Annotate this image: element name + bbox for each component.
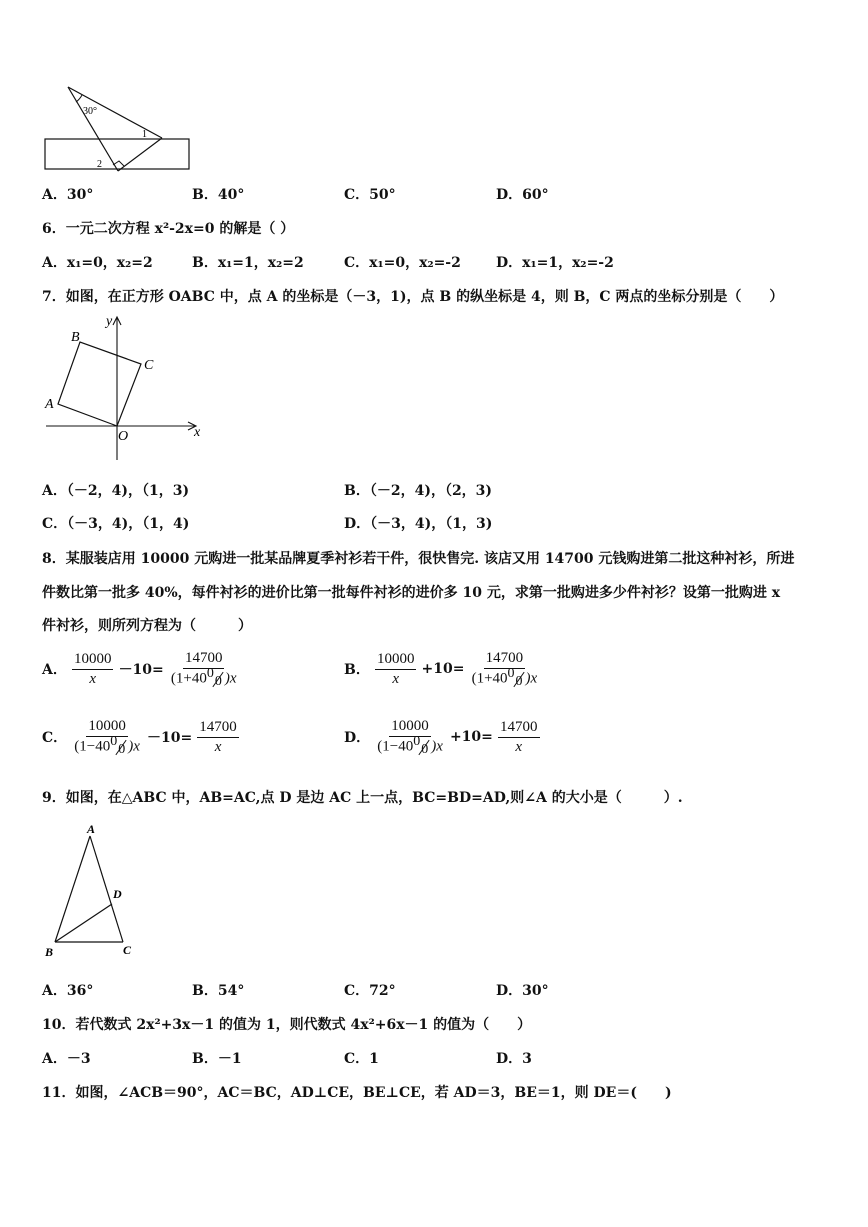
q9-segment-bd (55, 904, 112, 942)
q5-option-b: B．40° (192, 187, 245, 203)
q7-figure (40, 312, 210, 462)
q8-option-c-label: C． (42, 730, 68, 746)
q6-option-a: A．x₁=0，x₂=2 (42, 255, 153, 271)
q8-option-c-fraction-2: $\frac{14700}{x}$ (199, 718, 237, 755)
q6-option-b: B．x₁=1，x₂=2 (192, 255, 304, 271)
q7-label-c: C (144, 358, 154, 373)
q8-stem-line1: 8．某服装店用 10000 元购进一批某品牌夏季衬衫若干件，很快售完. 该店又用 14700 元钱购进第二批这种衬衫，所进 (42, 551, 795, 567)
q10-option-a: A．－3 (42, 1051, 91, 1067)
percent-icon: 0 0 (507, 666, 523, 689)
q8-option-c-operator: －10= (146, 730, 193, 746)
q9-label-a: A (87, 822, 96, 836)
q5-option-c: C．50° (344, 187, 396, 203)
q10-option-c: C．1 (344, 1051, 379, 1067)
q9-option-d: D．30° (496, 983, 549, 999)
percent-icon: 0 0 (110, 734, 126, 757)
q5-line (118, 138, 162, 171)
q5-option-d: D．60° (496, 187, 549, 203)
percent-icon: 0 0 (206, 666, 222, 689)
q8-option-d (344, 718, 540, 756)
q8-option-d-fraction-1: 10000 (1−40 0 0 )x (377, 718, 443, 757)
q9-option-b: B．54° (192, 983, 245, 999)
q8-option-a-fraction-1: $\frac{10000}{x}$ (73, 650, 112, 687)
q5-rectangle (45, 139, 189, 169)
q8-option-b (344, 650, 539, 688)
q7-label-b: B (71, 330, 80, 345)
q10-option-d: D．3 (496, 1051, 532, 1067)
q8-option-a (42, 650, 239, 688)
q10-stem: 10．若代数式 2x²+3x－1 的值为 1，则代数式 4x²+6x－1 的值为（ ） (42, 1017, 532, 1033)
q9-stem: 9．如图，在△ABC 中，AB=AC,点 D 是边 AC 上一点，BC=BD=AD,则∠A 的大小是（ ）. (42, 790, 683, 806)
q6-option-c: C．x₁=0，x₂=-2 (344, 255, 461, 271)
q8-stem-line3: 件衬衫，则所列方程为（ ） (42, 618, 252, 634)
q7-option-a: A．（－2，4)，（1，3) (42, 483, 190, 499)
q5-angle-label: 30° (83, 106, 97, 117)
q9-side-ab (55, 836, 90, 942)
q7-label-x: x (194, 425, 201, 440)
q9-label-b: B (45, 945, 54, 959)
q8-option-b-label: B． (344, 662, 370, 678)
q7-label-a: A (45, 397, 54, 412)
q8-option-a-label: A． (42, 662, 67, 678)
q6-option-d: D．x₁=1，x₂=-2 (496, 255, 614, 271)
q7-stem: 7．如图，在正方形 OABC 中，点 A 的坐标是（－3，1)，点 B 的纵坐标是 4，则 B，C 两点的坐标分别是（ ） (42, 289, 784, 305)
q7-option-c: C．（－3，4)，（1，4) (42, 516, 190, 532)
q7-label-o: O (118, 429, 129, 444)
q8-option-a-operator: －10= (118, 662, 164, 678)
q11-stem: 11．如图，∠ACB＝90°，AC＝BC，AD⊥CE，BE⊥CE，若 AD＝3，BE＝1，则 DE＝( ) (42, 1085, 672, 1101)
percent-icon: 0 0 (413, 734, 429, 757)
q5-option-a: A．30° (42, 187, 94, 203)
q9-label-c: C (123, 943, 132, 957)
q8-option-d-label: D． (344, 730, 371, 746)
q8-option-c (42, 718, 239, 756)
q8-option-a-fraction-2: 14700 (1+40 0 0 )x (170, 650, 237, 689)
q6-stem: 6．一元二次方程 x²-2x=0 的解是（ ） (42, 221, 295, 237)
q8-option-b-fraction-2: 14700 (1+40 0 0 )x (471, 650, 538, 689)
q8-option-c-fraction-1: 10000 (1−40 0 0 )x (74, 718, 140, 757)
q7-square (58, 342, 141, 426)
q7-option-b: B．（－2，4)，（2，3) (344, 483, 493, 499)
q8-option-b-fraction-1: $\frac{10000}{x}$ (376, 650, 415, 687)
q5-line (68, 87, 118, 171)
q8-option-b-operator: +10= (421, 661, 465, 677)
q8-stem-line2: 件数比第一批多 40%，每件衬衫的进价比第一批每件衬衫的进价多 10 元，求第一批购进多少件衬衫？设第一批购进 x (42, 585, 781, 601)
q9-option-c: C．72° (344, 983, 396, 999)
q5-figure (40, 82, 196, 176)
q5-angle-arc (76, 95, 82, 102)
q9-figure (40, 818, 150, 966)
q8-option-d-fraction-2: $\frac{14700}{x}$ (500, 718, 538, 755)
q8-option-d-operator: +10= (449, 729, 493, 745)
q5-label-1: 1 (142, 129, 147, 140)
q9-option-a: A．36° (42, 983, 94, 999)
q9-label-d: D (113, 887, 122, 901)
q7-option-d: D．（－3，4)，（1，3) (344, 516, 493, 532)
q7-label-y: y (106, 314, 113, 329)
q5-label-2: 2 (97, 159, 102, 170)
q10-option-b: B．－1 (192, 1051, 242, 1067)
